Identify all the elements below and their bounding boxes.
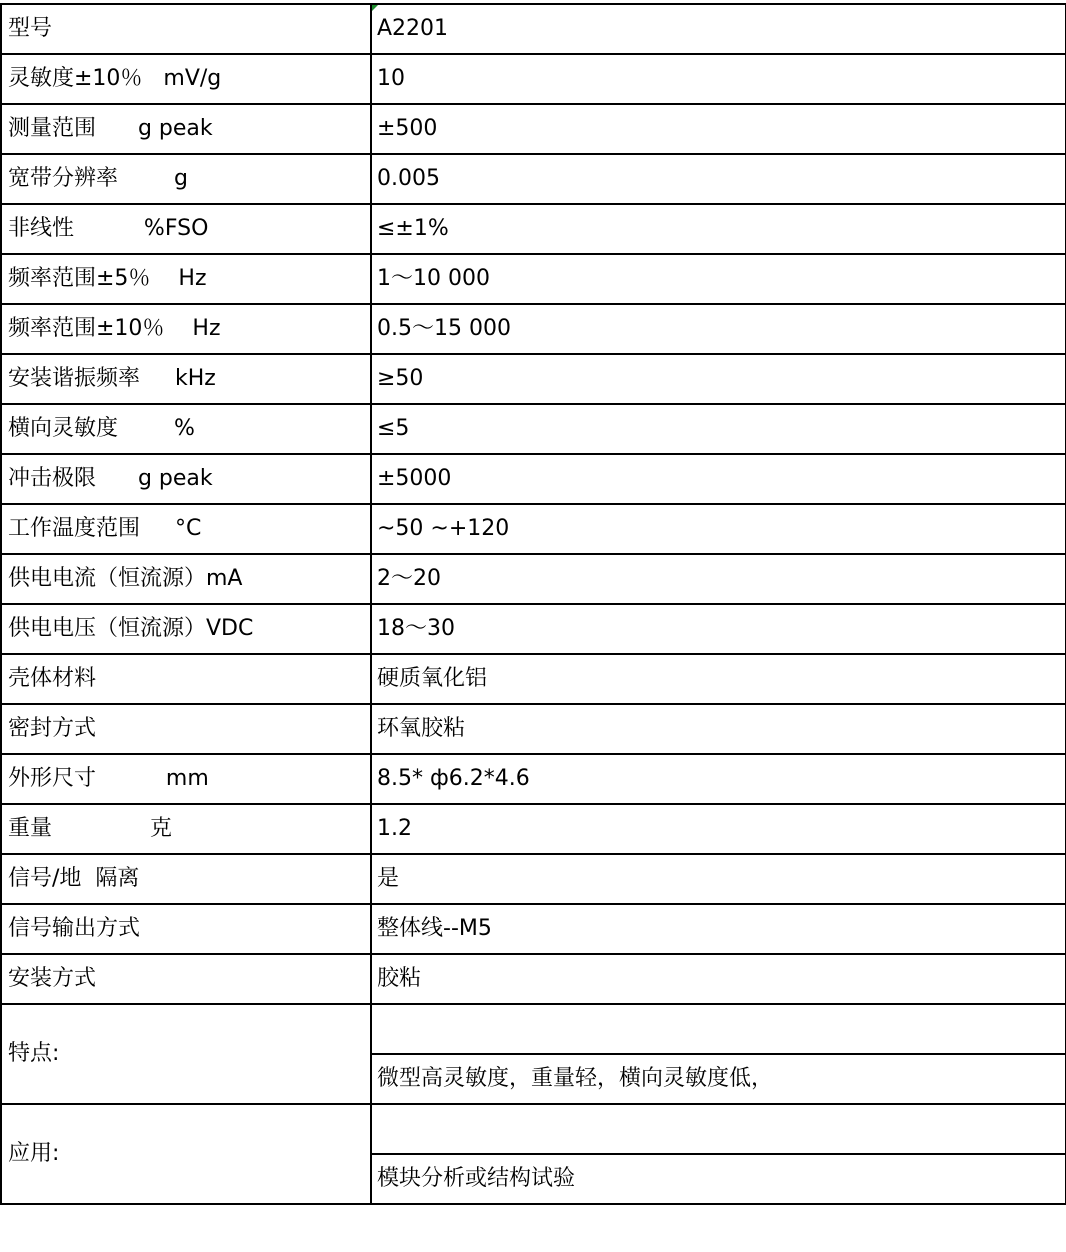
table-row xyxy=(1,1004,1066,1054)
param-value[interactable]: ~50 ~+120 xyxy=(371,504,1066,554)
table-row xyxy=(1,504,1066,554)
param-value[interactable]: 2～20 xyxy=(371,554,1066,604)
param-value[interactable]: ≤±1% xyxy=(371,204,1066,254)
param-value[interactable]: 0.005 xyxy=(371,154,1066,204)
param-value[interactable]: 10 xyxy=(371,54,1066,104)
param-value[interactable]: 整体线--M5 xyxy=(371,904,1066,954)
features-label[interactable]: 特点: xyxy=(1,1004,371,1104)
table-row xyxy=(1,204,1066,254)
table-row xyxy=(1,704,1066,754)
param-value[interactable]: A2201 xyxy=(371,4,1066,54)
table-row xyxy=(1,854,1066,904)
table-row xyxy=(1,604,1066,654)
param-value[interactable]: 1.2 xyxy=(371,804,1066,854)
param-value[interactable]: 是 xyxy=(371,854,1066,904)
application-value[interactable]: 模块分析或结构试验 xyxy=(371,1154,1066,1204)
table-row xyxy=(1,1104,1066,1154)
param-value[interactable]: 1～10 000 xyxy=(371,254,1066,304)
param-value[interactable]: ≤5 xyxy=(371,404,1066,454)
param-label[interactable]: 重量 克 xyxy=(1,804,371,854)
param-value[interactable]: ±5000 xyxy=(371,454,1066,504)
table-row xyxy=(1,654,1066,704)
param-label[interactable]: 测量范围 g peak xyxy=(1,104,371,154)
param-label[interactable]: 外形尺寸 mm xyxy=(1,754,371,804)
param-value[interactable]: 18～30 xyxy=(371,604,1066,654)
param-label[interactable]: 非线性 %FSO xyxy=(1,204,371,254)
param-value[interactable]: 8.5* ф6.2*4.6 xyxy=(371,754,1066,804)
param-label[interactable]: 供电电流（恒流源）mA xyxy=(1,554,371,604)
table-row xyxy=(1,54,1066,104)
param-value[interactable]: 硬质氧化铝 xyxy=(371,654,1066,704)
features-value[interactable]: 微型高灵敏度，重量轻，横向灵敏度低， xyxy=(371,1054,1066,1104)
table-row xyxy=(1,454,1066,504)
features-value-top[interactable] xyxy=(371,1004,1066,1054)
param-label[interactable]: 频率范围±10％ Hz xyxy=(1,304,371,354)
table-row xyxy=(1,354,1066,404)
param-label[interactable]: 灵敏度±10％ mV/g xyxy=(1,54,371,104)
table-row xyxy=(1,804,1066,854)
param-value[interactable]: ±500 xyxy=(371,104,1066,154)
param-label[interactable]: 密封方式 xyxy=(1,704,371,754)
param-value[interactable]: 胶粘 xyxy=(371,954,1066,1004)
param-label[interactable]: 横向灵敏度 % xyxy=(1,404,371,454)
param-label[interactable]: 频率范围±5％ Hz xyxy=(1,254,371,304)
param-label[interactable]: 型号 xyxy=(1,4,371,54)
param-label[interactable]: 宽带分辨率 g xyxy=(1,154,371,204)
table-row xyxy=(1,4,1066,54)
param-label[interactable]: 安装谐振频率 kHz xyxy=(1,354,371,404)
table-row xyxy=(1,554,1066,604)
param-label[interactable]: 安装方式 xyxy=(1,954,371,1004)
param-label[interactable]: 冲击极限 g peak xyxy=(1,454,371,504)
param-value[interactable]: ≥50 xyxy=(371,354,1066,404)
table-row xyxy=(1,154,1066,204)
table-row xyxy=(1,304,1066,354)
param-label[interactable]: 信号输出方式 xyxy=(1,904,371,954)
table-row xyxy=(1,954,1066,1004)
table-row xyxy=(1,104,1066,154)
param-label[interactable]: 工作温度范围 °C xyxy=(1,504,371,554)
table-row xyxy=(1,254,1066,304)
param-label[interactable]: 供电电压（恒流源）VDC xyxy=(1,604,371,654)
spec-table xyxy=(0,3,1066,1205)
param-label[interactable]: 信号/地 隔离 xyxy=(1,854,371,904)
table-row xyxy=(1,404,1066,454)
application-label[interactable]: 应用: xyxy=(1,1104,371,1204)
param-value[interactable]: 0.5～15 000 xyxy=(371,304,1066,354)
application-value-top[interactable] xyxy=(371,1104,1066,1154)
table-row xyxy=(1,904,1066,954)
table-row xyxy=(1,754,1066,804)
param-label[interactable]: 壳体材料 xyxy=(1,654,371,704)
param-value[interactable]: 环氧胶粘 xyxy=(371,704,1066,754)
